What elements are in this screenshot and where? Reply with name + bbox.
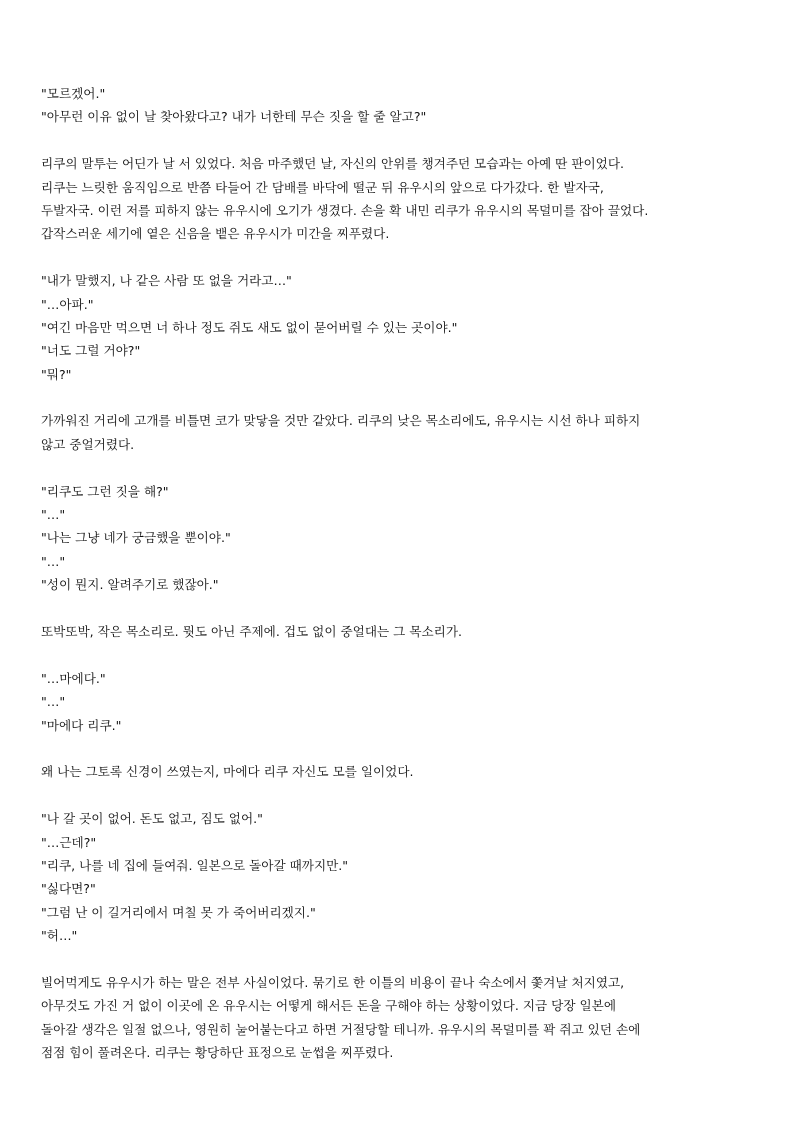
paragraph-gap <box>41 597 786 620</box>
paragraph-gap <box>41 246 786 269</box>
text-line: 갑작스러운 세기에 옅은 신음을 뱉은 유우시가 미간을 찌푸렸다. <box>41 226 390 242</box>
paragraph <box>41 971 786 1065</box>
paragraph <box>41 152 786 246</box>
text-line: "나 갈 곳이 없어. 돈도 없고, 짐도 없어." <box>41 811 263 827</box>
paragraph-gap <box>41 129 786 152</box>
text-line: 왜 나는 그토록 신경이 쓰였는지, 마에다 리쿠 자신도 모를 일이었다. <box>41 764 414 780</box>
paragraph-gap <box>41 737 786 760</box>
text-line: 빌어먹게도 유우시가 하는 말은 전부 사실이었다. 묶기로 한 이틀의 비용이 끝나 숙소에서 쫓겨날 처지였고, <box>41 974 625 990</box>
text-line: 않고 중얼거렸다. <box>41 436 135 452</box>
text-line: "모르겠어." <box>41 86 106 101</box>
text-line: "…" <box>41 553 66 569</box>
paragraph <box>41 807 786 947</box>
paragraph <box>41 409 786 456</box>
text-line: "그럼 난 이 길거리에서 며칠 못 가 죽어버리겠지." <box>41 904 316 920</box>
text-line: "마에다 리쿠." <box>41 717 122 733</box>
paragraph-gap <box>41 386 786 409</box>
paragraph <box>41 480 786 597</box>
text-line: "내가 말했지, 나 같은 사람 또 없을 거라고…" <box>41 273 292 289</box>
text-line: "성이 뭔지. 알려주기로 했잖아." <box>41 577 219 593</box>
paragraph <box>41 269 786 386</box>
text-line: "…마에다." <box>41 670 106 686</box>
text-line: 리쿠의 말투는 어딘가 날 서 있었다. 처음 마주했던 날, 자신의 안위를 챙겨주던 모습과는 아예 딴 판이었다. <box>41 156 625 172</box>
text-line: 또박또박, 작은 목소리로. 뭣도 아닌 주제에. 겁도 없이 중얼대는 그 목소리가. <box>41 623 463 639</box>
text-line: 가까워진 거리에 고개를 비틀면 코가 맞닿을 것만 같았다. 리쿠의 낮은 목소리에도, 유우시는 시선 하나 피하지 <box>41 413 641 429</box>
text-line: "…근데?" <box>41 834 97 850</box>
text-line: "아무런 이유 없이 날 찾아왔다고? 내가 너한테 무슨 짓을 할 줄 알고?" <box>41 109 427 125</box>
text-line: 돌아갈 생각은 일절 없으나, 영원히 눌어붙는다고 하면 거절당할 테니까. 유우시의 목덜미를 꽉 쥐고 있던 손에 <box>41 1021 641 1037</box>
story-text <box>41 82 786 1064</box>
text-line: "…" <box>41 694 66 710</box>
paragraph-gap <box>41 784 786 807</box>
text-line: "너도 그럴 거야?" <box>41 343 141 359</box>
text-line: "뭐?" <box>41 366 72 382</box>
paragraph <box>41 760 786 783</box>
paragraph-gap <box>41 947 786 970</box>
text-line: 아무것도 가진 거 없이 이곳에 온 유우시는 어떻게 해서든 돈을 구해야 하는 상황이었다. 지금 당장 일본에 <box>41 998 617 1014</box>
text-line: "…" <box>41 507 66 523</box>
text-line: 리쿠는 느릿한 움직임으로 반쯤 타들어 간 담배를 바닥에 떨군 뒤 유우시의 앞으로 다가갔다. 한 발자국, <box>41 179 604 195</box>
text-line: "…아파." <box>41 296 94 312</box>
paragraph <box>41 620 786 643</box>
paragraph-gap <box>41 643 786 666</box>
text-line: "여긴 마음만 먹으면 너 하나 정도 쥐도 새도 없이 묻어버릴 수 있는 곳이야." <box>41 319 458 335</box>
text-line: 점점 힘이 풀려온다. 리쿠는 황당하단 표정으로 눈썹을 찌푸렸다. <box>41 1045 394 1061</box>
paragraph <box>41 667 786 737</box>
text-line: 두발자국. 이런 저를 피하지 않는 유우시에 오기가 생겼다. 손을 확 내민 리쿠가 유우시의 목덜미를 잡아 끌었다. <box>41 202 649 218</box>
paragraph <box>41 82 786 129</box>
text-line: "허…" <box>41 928 78 944</box>
text-line: "나는 그냥 네가 궁금했을 뿐이야." <box>41 530 231 546</box>
paragraph-gap <box>41 456 786 479</box>
text-line: "리쿠도 그런 짓을 해?" <box>41 483 169 499</box>
text-line: "리쿠, 나를 네 집에 들여줘. 일본으로 돌아갈 때까지만." <box>41 857 349 873</box>
text-line: "싫다면?" <box>41 881 96 897</box>
